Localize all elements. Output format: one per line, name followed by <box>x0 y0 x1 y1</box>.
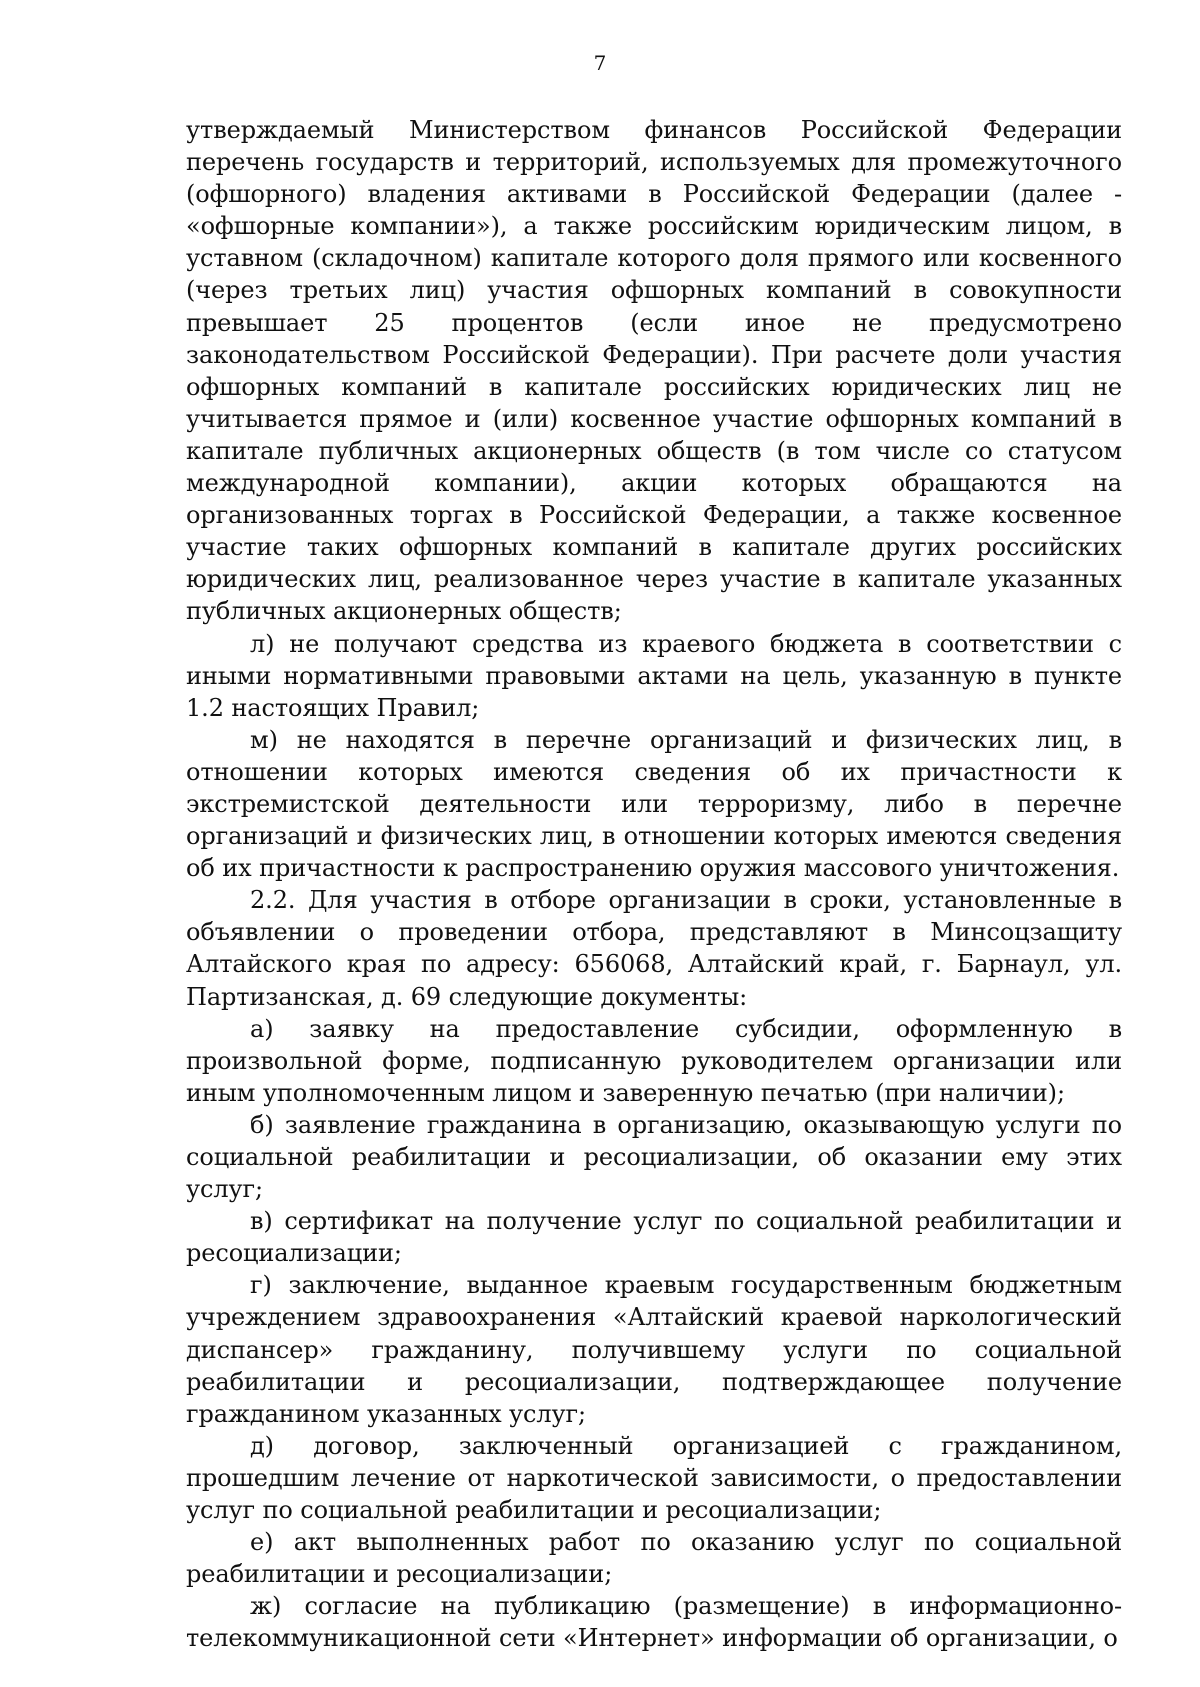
paragraph-item-a: а) заявку на предоставление субсидии, оформленную в произвольной форме, подписанную руководителем организации или иным уполномоченным лицом и заверенную печатью (при наличии); <box>186 1014 1122 1107</box>
paragraph-item-e: е) акт выполненных работ по оказанию услуг по социальной реабилитации и ресоциализации; <box>186 1528 1122 1589</box>
paragraph-clause-2-2: 2.2. Для участия в отборе организации в сроки, установленные в объявлении о проведении отбора, представляют в Минсоцзащиту Алтайского края по адресу: 656068, Алтайский край, г. Барнаул, ул. Партизанская, д. 69 следующие документы: <box>186 886 1122 1011</box>
paragraph-item-d: д) договор, заключенный организацией с гражданином, прошедшим лечение от наркотической зависимости, о предоставлении услуг по социальной реабилитации и ресоциализации; <box>186 1431 1122 1525</box>
paragraph-item-g: г) заключение, выданное краевым государственным бюджетным учреждением здравоохранения «Алтайский краевой наркологический диспансер» гражданину, получившему услуги по социальной реабилитации и ресоциализации, подтверждающее получение гражданином указанных услуг; <box>186 1271 1122 1428</box>
paragraph-item-zh: ж) согласие на публикацию (размещение) в информационно-телекоммуникационной сети «Интернет» информации об организации, о <box>186 1592 1122 1653</box>
document-body <box>186 114 1122 1655</box>
paragraph-item-m: м) не находятся в перечне организаций и физических лиц, в отношении которых имеются сведения об их причастности к экстремистской деятельности или терроризму, либо в перечне организаций и физических лиц, в отношении которых имеются сведения об их причастности к распространению оружия массового уничтожения. <box>186 725 1122 883</box>
paragraph-item-l: л) не получают средства из краевого бюджета в соответствии с иными нормативными правовыми актами на цель, указанную в пункте 1.2 настоящих Правил; <box>186 629 1122 722</box>
paragraph-item-b: б) заявление гражданина в организацию, оказывающую услуги по социальной реабилитации и ресоциализации, об оказании ему этих услуг; <box>186 1110 1122 1204</box>
paragraph-continuation: утверждаемый Министерством финансов Российской Федерации перечень государств и территорий, используемых для промежуточного (офшорного) владения активами в Российской Федерации (далее - «офшорные компании»), а также российским юридическим лицом, в уставном (складочном) капитале которого доля прямого или косвенного (через третьих лиц) участия офшорных компаний в совокупности превышает 25 процентов (если иное не предусмотрено законодательством Российской Федерации). При расчете доли участия офшорных компаний в капитале российских юридических лиц не учитывается прямое и (или) косвенное участие офшорных компаний в капитале публичных акционерных обществ (в том числе со статусом международной компании), акции которых обращаются на организованных торгах в Российской Федерации, а также косвенное участие таких офшорных компаний в капитале других российских юридических лиц, реализованное через участие в капитале указанных публичных акционерных обществ; <box>186 116 1122 626</box>
paragraph-item-v: в) сертификат на получение услуг по социальной реабилитации и ресоциализации; <box>186 1207 1122 1268</box>
page-number: 7 <box>593 51 607 75</box>
